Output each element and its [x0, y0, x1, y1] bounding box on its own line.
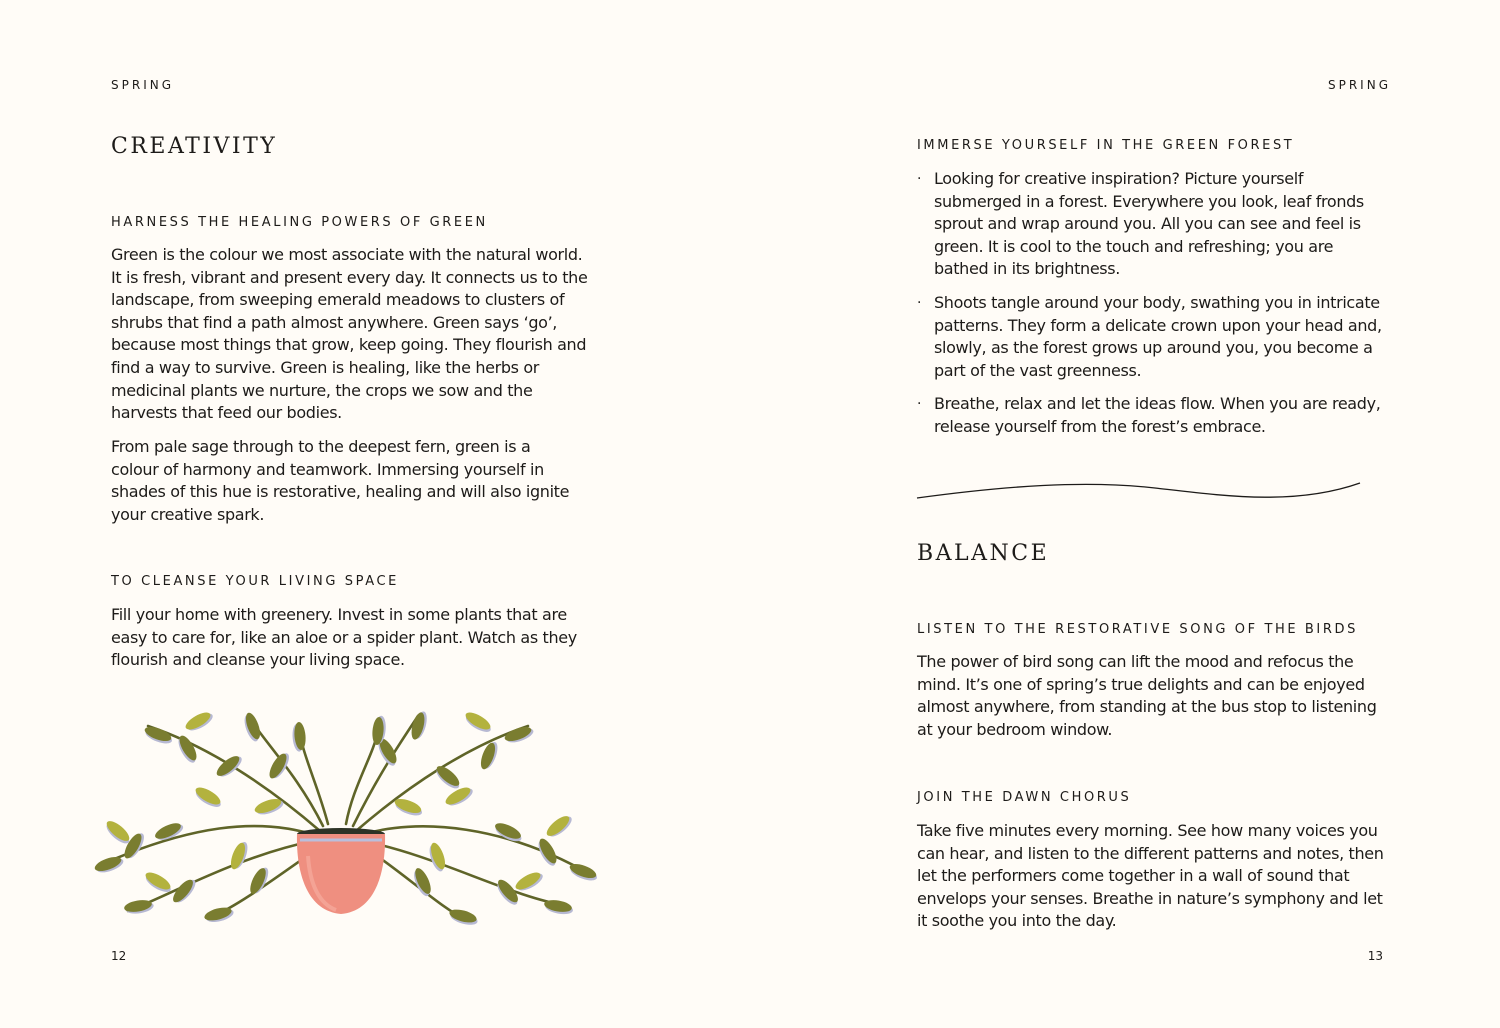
running-head: SPRING — [1327, 78, 1391, 92]
subhead-dawn-chorus: JOIN THE DAWN CHORUS — [917, 790, 1132, 805]
paragraph: Green is the colour we most associate with the natural world. It is fresh, vibrant and present every day. It connects us to the landscape, from sweeping emerald meadows to clusters of shrubs that find a path almost anywhere. Green says ‘go’, because most things that grow, keep going. They flourish and find a way to survive. Green is healing, like the herbs or medicinal plants we nurture, the crops we sow and the harvests that feed our bodies. — [111, 245, 588, 423]
subhead-bird-song: LISTEN TO THE RESTORATIVE SONG OF THE BIRDS — [917, 622, 1358, 637]
paragraph: Fill your home with greenery. Invest in some plants that are easy to care for, like an aloe or a spider plant. Watch as they flourish and cleanse your living space. — [111, 605, 577, 670]
plant-illustration — [88, 706, 608, 926]
subhead-cleanse-living-space: TO CLEANSE YOUR LIVING SPACE — [111, 574, 399, 589]
bullet-item: · Looking for creative inspiration? Picture yourself submerged in a forest. Everywhere you look, leaf fronds sprout and wrap around you. All you can see and feel is green. It is cool to the touch and refreshing; you are bathed in its brightness. — [917, 169, 1364, 279]
section-title-balance: BALANCE — [917, 541, 1050, 566]
bullet-item: · Breathe, relax and let the ideas flow. When you are ready, release yourself from the forest’s embrace. — [917, 394, 1381, 436]
running-head: SPRING — [111, 78, 175, 92]
paragraph: From pale sage through to the deepest fern, green is a colour of harmony and teamwork. Immersing yourself in shades of this hue is restorative, healing and will also ignite your creative spark. — [111, 437, 570, 524]
page-number: 13 — [1367, 949, 1383, 963]
subhead-healing-powers: HARNESS THE HEALING POWERS OF GREEN — [111, 215, 488, 230]
paragraph: Take five minutes every morning. See how many voices you can hear, and listen to the different patterns and notes, then let the performers come together in a wall of sound that envelops your senses. Breathe in nature’s symphony and let it soothe you into the day. — [917, 821, 1384, 931]
forest-bullet-list — [917, 168, 1389, 450]
bullet-dot-icon: · — [917, 396, 922, 413]
paragraph: The power of bird song can lift the mood and refocus the mind. It’s one of spring’s true delights and can be enjoyed almost anywhere, from standing at the bus stop to listening at your bedroom window. — [917, 652, 1377, 739]
wavy-divider — [915, 478, 1365, 508]
bullet-item: · Shoots tangle around your body, swathing you in intricate patterns. They form a delicate crown upon your head and, slowly, as the forest grows up around you, you become a part of the vast greenness. — [917, 292, 1382, 380]
section-title-creativity: CREATIVITY — [111, 134, 278, 159]
right-page — [750, 0, 1500, 1028]
subhead-green-forest: IMMERSE YOURSELF IN THE GREEN FOREST — [917, 138, 1295, 153]
bullet-dot-icon: · — [917, 171, 922, 187]
page-number: 12 — [111, 949, 127, 963]
pink-pot — [297, 828, 385, 914]
bullet-dot-icon: · — [917, 294, 922, 311]
